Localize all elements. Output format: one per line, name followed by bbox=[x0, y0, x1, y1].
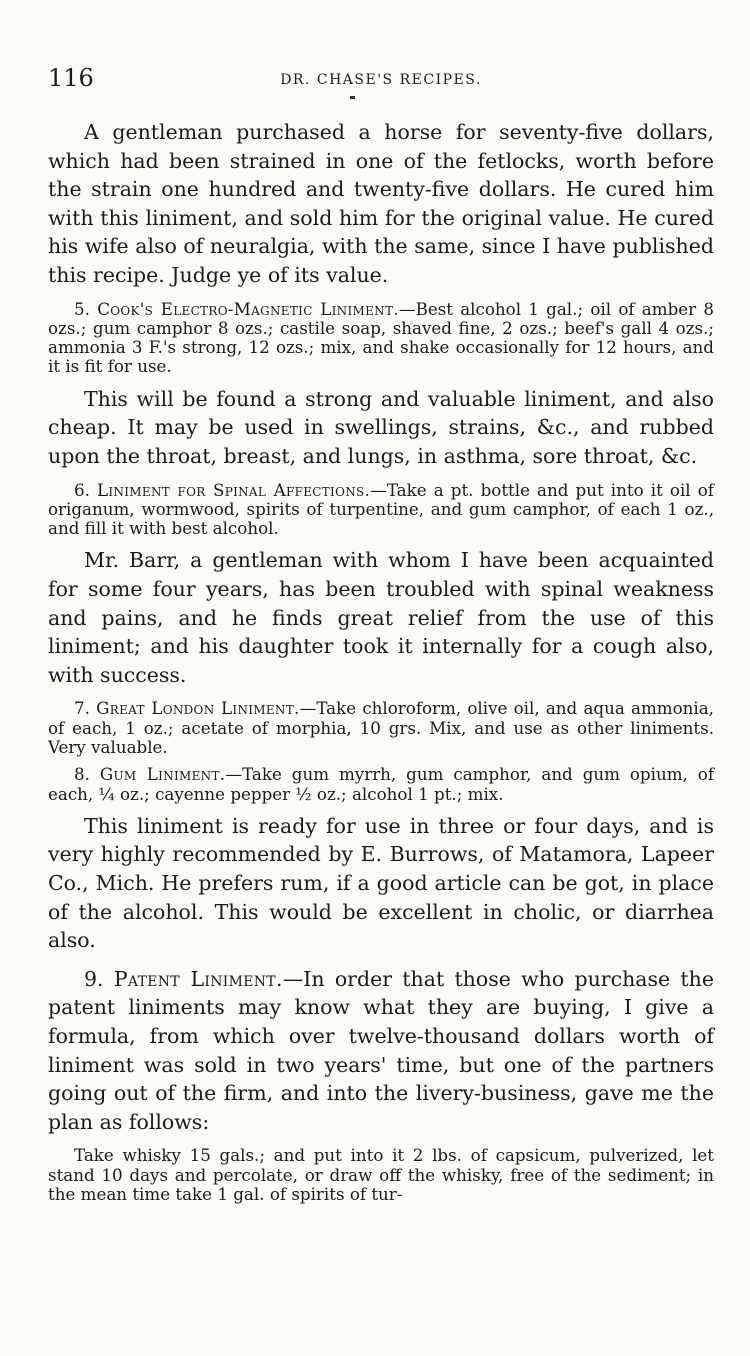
header-ornament bbox=[350, 96, 355, 99]
recipe-number: 7. bbox=[74, 698, 90, 719]
recipe-text: —In order that those who purchase the patent liniments may know what they are buying, I give a formula, from which over twelve-thousand dollars worth of liniment was sold in two years' time, but one of the partners going out of the firm, and into the livery-business, gave me the plan as follows: bbox=[48, 966, 714, 1134]
recipe-text: —Take chloroform, olive oil, and aqua ammonia, of each, 1 oz.; acetate of morphia, 10 grs. Mix, and use as other liniments. Very valuable. bbox=[48, 698, 714, 757]
recipe-text: —Take a pt. bottle and put into it oil of origanum, wormwood, spirits of turpentine, and gum camphor, of each 1 oz., and fill it with best alcohol. bbox=[48, 479, 714, 539]
recipe-number: 8. bbox=[74, 764, 90, 785]
recipe-title: Cook's Electro-Magnetic Liniment. bbox=[97, 298, 399, 319]
recipe-title: Patent Liniment. bbox=[113, 966, 283, 991]
recipe-text: —Best alcohol 1 gal.; oil of amber 8 ozs.; gum camphor 8 ozs.; castile soap, shaved fine, 2 ozs.; beef's gall 4 ozs.; ammonia 3 F.'s strong, 12 ozs.; mix, and shake occasionally for 12 hours, and it is fit for use. bbox=[48, 298, 714, 377]
paragraph-whisky-method: Take whisky 15 gals.; and put into it 2 lbs. of capsicum, pulverized, let stand 10 days and percolate, or draw off the whisky, free of the sediment; in the mean time take 1 gal. of spirits of tur- bbox=[48, 1145, 714, 1204]
recipe-5 bbox=[48, 300, 714, 377]
recipe-text: —Take gum myrrh, gum camphor, and gum opium, of each, ¼ oz.; cayenne pepper ½ oz.; alcohol 1 pt.; mix. bbox=[48, 764, 714, 804]
page-body bbox=[48, 118, 714, 1212]
paragraph-strong-liniment: This will be found a strong and valuable liniment, and also cheap. It may be used in swellings, strains, &c., and rubbed upon the throat, breast, and lungs, in asthma, sore throat, &c. bbox=[48, 386, 714, 468]
page-number: 116 bbox=[48, 64, 94, 92]
recipe-title: Gum Liniment. bbox=[99, 764, 226, 785]
paragraph-burrows: This liniment is ready for use in three or four days, and is very highly recommended by E. Burrows, of Matamora, Lapeer Co., Mich. He prefers rum, if a good article can be got, in place of the alcohol. This would be excellent in cholic, or diarrhea also. bbox=[48, 813, 714, 953]
recipe-title: Great London Liniment. bbox=[96, 698, 300, 719]
recipe-8 bbox=[48, 765, 714, 804]
page-header bbox=[48, 64, 714, 98]
recipe-title: Liniment for Spinal Affections. bbox=[97, 479, 371, 500]
recipe-6 bbox=[48, 481, 714, 539]
recipe-number: 9. bbox=[84, 966, 104, 991]
recipe-7 bbox=[48, 699, 714, 757]
recipe-number: 6. bbox=[74, 479, 90, 500]
recipe-number: 5. bbox=[74, 298, 90, 319]
paragraph-horse-story: A gentleman purchased a horse for seventy-five dollars, which had been strained in one of the fetlocks, worth before the strain one hundred and twenty-five dollars. He cured him with this liniment, and sold him for the original value. He cured his wife also of neuralgia, with the same, since I have published this recipe. Judge ye of its value. bbox=[48, 120, 714, 287]
running-title: DR. CHASE'S RECIPES. bbox=[280, 72, 482, 88]
recipe-9 bbox=[48, 965, 714, 1137]
paragraph-mr-barr: Mr. Barr, a gentleman with whom I have been acquainted for some four years, has been troubled with spinal weakness and pains, and he finds great relief from the use of this liniment; and his daughter took it internally for a cough also, with success. bbox=[48, 548, 714, 687]
